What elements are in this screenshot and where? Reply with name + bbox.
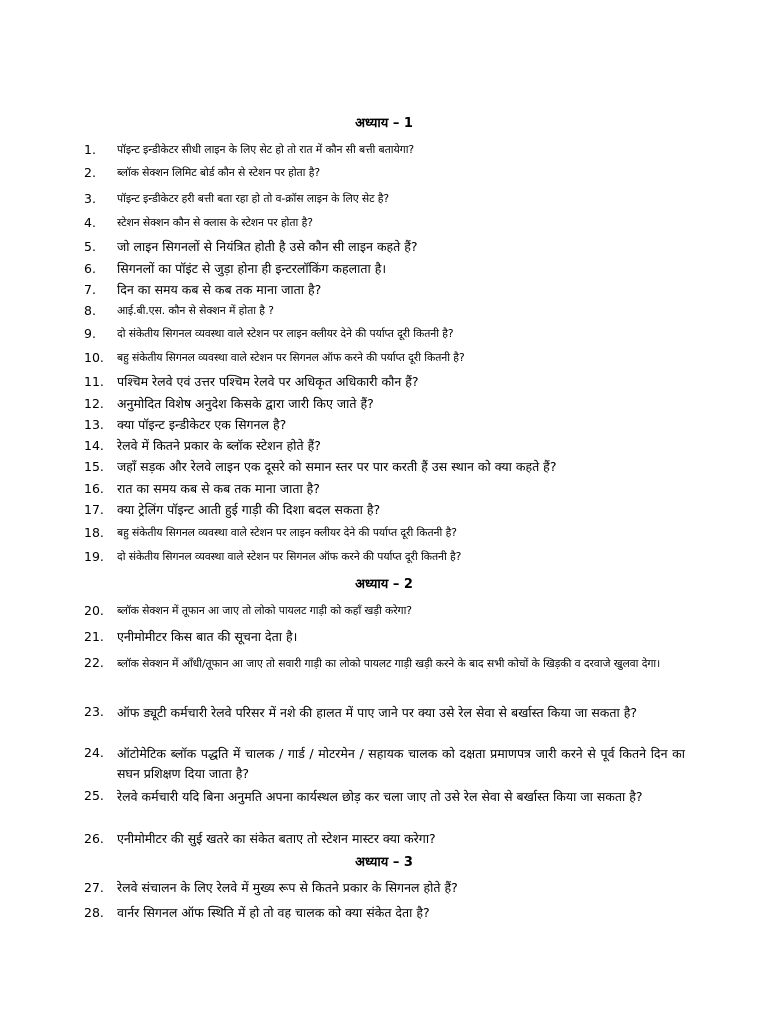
question-text: जहाँ सड़क और रेलवे लाइन एक दूसरे को समान स्तर पर पार करती हैं उस स्थान को क्या कहते हैं? [117, 459, 557, 474]
question-text: ब्लॉक सेक्शन लिमिट बोर्ड कौन से स्टेशन पर होता है? [117, 166, 320, 179]
question-text: क्या पॉइन्ट इन्डीकेटर एक सिगनल है? [117, 417, 287, 432]
question-number: 23. [84, 704, 104, 719]
question-text: क्या ट्रेलिंग पॉइन्ट आती हुई गाड़ी की दिशा बदल सकता है? [117, 502, 381, 517]
question-number: 13. [84, 417, 104, 432]
question-text: बहु संकेतीय सिगनल व्यवस्था वाले स्टेशन पर सिगनल ऑफ करने की पर्याप्त दूरी कितनी है? [117, 351, 465, 364]
question-text: सिगनलों का पॉइंट से जुड़ा होना ही इन्टरलॉकिंग कहलाता है। [117, 261, 387, 276]
question-text: आई.बी.एस. कौन से सेक्शन में होता है ? [117, 304, 274, 317]
question-number: 9. [84, 326, 96, 341]
question-text: पॉइन्ट इन्डीकेटर सीधी लाइन के लिए सेट हो तो रात में कौन सी बत्ती बतायेगा? [117, 143, 415, 156]
question-text: रात का समय कब से कब तक माना जाता है? [117, 481, 320, 496]
question-number: 16. [84, 481, 104, 496]
question-number: 3. [84, 191, 96, 206]
question-number: 1. [84, 142, 96, 157]
question-text: दो संकेतीय सिगनल व्यवस्था वाले स्टेशन पर सिगनल ऑफ करने की पर्याप्त दूरी कितनी है? [117, 550, 462, 563]
question-number: 15. [84, 459, 104, 474]
chapter-heading-1: अध्याय – 1 [355, 116, 413, 131]
chapter-heading-2: अध्याय – 2 [355, 577, 413, 592]
question-text: वार्नर सिगनल ऑफ स्थिति में हो तो वह चालक को क्या संकेत देता है? [117, 905, 430, 920]
question-text: ब्लॉक सेक्शन में आँधी/तूफान आ जाए तो सवारी गाड़ी का लोको पायलट गाड़ी खड़ी करने के बाद सभी कोचों के खिड़की व दरवाजे खुलवा देगा। [117, 657, 661, 670]
question-text: रेलवे कर्मचारी यदि बिना अनुमति अपना कार्यस्थल छोड़ कर चला जाए तो उसे रेल सेवा से बर्खास्त किया जा सकता है? [117, 789, 643, 804]
question-number: 5. [84, 239, 96, 254]
chapter-heading-3: अध्याय – 3 [355, 855, 413, 870]
question-number: 22. [84, 655, 104, 670]
question-text: ऑफ ड्यूटी कर्मचारी रेलवे परिसर में नशे की हालत में पाए जाने पर क्या उसे रेल सेवा से बर्खास्त किया जा सकता है? [117, 705, 637, 720]
question-number: 14. [84, 438, 104, 453]
question-number: 8. [84, 303, 96, 318]
question-text: ब्लॉक सेक्शन में तूफान आ जाए तो लोको पायलट गाड़ी को कहाँ खड़ी करेगा? [117, 604, 412, 617]
question-number: 21. [84, 629, 104, 644]
question-text: ऑटोमेटिक ब्लॉक पद्धति में चालक / गार्ड / मोटरमेन / सहायक चालक को दक्षता प्रमाणपत्र जारी करने से पूर्व कितने दिन का सघन प्रशिक्षण दिया जाता है? [117, 746, 685, 781]
question-number: 26. [84, 831, 104, 846]
question-number: 11. [84, 374, 104, 389]
question-number: 7. [84, 282, 96, 297]
question-number: 10. [84, 350, 104, 365]
question-number: 19. [84, 549, 104, 564]
question-number: 18. [84, 525, 104, 540]
question-number: 24. [84, 745, 104, 760]
question-text: दो संकेतीय सिगनल व्यवस्था वाले स्टेशन पर लाइन क्लीयर देने की पर्याप्त दूरी कितनी है? [117, 327, 454, 340]
question-text: पॉइन्ट इन्डीकेटर हरी बत्ती बता रहा हो तो व-क्रॉस लाइन के लिए सेट है? [117, 192, 390, 205]
question-number: 4. [84, 215, 96, 230]
question-number: 12. [84, 396, 104, 411]
question-text: जो लाइन सिगनलों से नियंत्रित होती है उसे कौन सी लाइन कहते हैं? [117, 239, 418, 254]
question-text: पश्चिम रेलवे एवं उत्तर पश्चिम रेलवे पर अधिकृत अधिकारी कौन हैं? [117, 374, 419, 389]
question-number: 28. [84, 905, 104, 920]
question-number: 25. [84, 788, 104, 803]
question-text: रेलवे संचालन के लिए रेलवे में मुख्य रूप से कितने प्रकार के सिगनल होते हैं? [117, 880, 458, 895]
question-number: 17. [84, 502, 104, 517]
question-text: एनीमोमीटर किस बात की सूचना देता है। [117, 629, 298, 644]
question-text: एनीमोमीटर की सुई खतरे का संकेत बताए तो स्टेशन मास्टर क्या करेगा? [117, 831, 436, 846]
question-text: स्टेशन सेक्शन कौन से क्लास के स्टेशन पर होता है? [117, 216, 313, 229]
question-text: रेलवे में कितने प्रकार के ब्लॉक स्टेशन होते हैं? [117, 438, 321, 453]
question-number: 2. [84, 165, 96, 180]
question-text: दिन का समय कब से कब तक माना जाता है? [117, 282, 322, 297]
question-number: 6. [84, 261, 96, 276]
question-number: 27. [84, 880, 104, 895]
question-number: 20. [84, 603, 104, 618]
question-text: बहु संकेतीय सिगनल व्यवस्था वाले स्टेशन पर लाइन क्लीयर देने की पर्याप्त दूरी कितनी है? [117, 526, 457, 539]
question-text: अनुमोदित विशेष अनुदेश किसके द्वारा जारी किए जाते हैं? [117, 396, 374, 411]
